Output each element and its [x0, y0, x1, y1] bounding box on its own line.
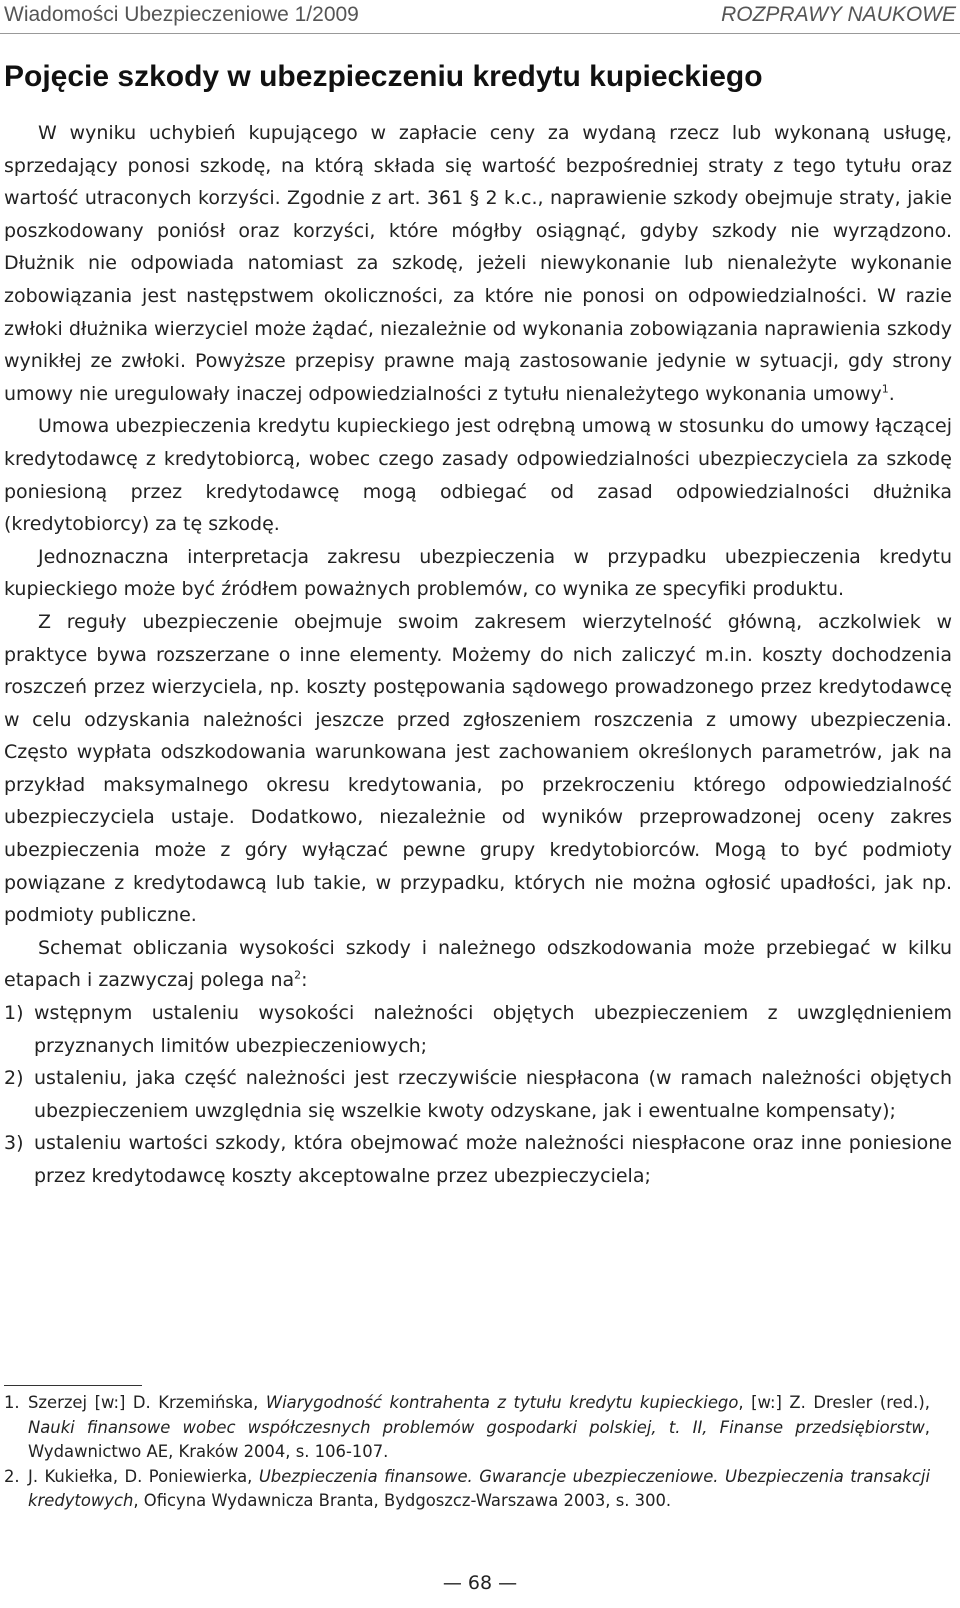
list-item	[4, 1127, 952, 1192]
header-rule	[0, 33, 960, 34]
paragraph	[4, 932, 952, 997]
list-number: 2)	[4, 1067, 24, 1090]
punctuation: :	[301, 969, 308, 992]
footnote-title: Ubezpieczenia finansowe. Gwarancje ubezpieczeniowe. Ubezpieczenia transakcji kredytowych	[28, 1466, 930, 1510]
list-item	[4, 997, 952, 1062]
page-number: — 68 —	[442, 1572, 518, 1594]
list-number: 3)	[4, 1132, 24, 1155]
list-item-text: ustaleniu, jaka część należności jest rzeczywiście niespłacona (w ramach należności objętych ubezpieczeniem uwzględnia się wszelkie kwoty odzyskane, jak i ewentualne kompensaty);	[34, 1067, 952, 1122]
footnote-text: J. Kukiełka, D. Poniewierka,	[28, 1466, 259, 1486]
footnote-ref: 1	[881, 382, 889, 396]
footnote-text: , Wydawnictwo AE, Kraków 2004, s. 106-107.	[28, 1417, 930, 1461]
journal-name: Wiadomości Ubezpieczeniowe 1/2009	[4, 3, 359, 26]
paragraph	[4, 117, 952, 410]
footnotes	[4, 1391, 930, 1514]
footnote-text: Szerzej [w:] D. Krzemińska,	[28, 1393, 266, 1412]
list-number: 1)	[4, 1002, 24, 1025]
running-header	[4, 0, 956, 30]
footnote	[4, 1465, 930, 1514]
article-body	[4, 117, 952, 1193]
paragraph: Z reguły ubezpieczenie obejmuje swoim zakresem wierzytelność główną, aczkolwiek w praktyce bywa rozszerzane o inne elementy. Możemy do nich zaliczyć m.in. koszty dochodzenia roszczeń przez wierzyciela, np. koszty postępowania sądowego prowadzonego przez kredytodawcę w celu odzyskania należności jeszcze przed zgłoszeniem roszczenia z umowy ubezpieczenia. Często wypłata odszkodowania warunkowana jest zachowaniem określonych parametrów, jak na przykład maksymalnego okresu kredytowania, po przekroczeniu którego odpowiedzialność ubezpieczyciela ustaje. Dodatkowo, niezależnie od wyników przeprowadzonej oceny zakres ubezpieczenia może z góry wyłączać pewne grupy kredytobiorców. Mogą to być podmioty powiązane z kredytodawcą lub takie, w przypadku, których nie można ogłosić upadłości, jak np. podmioty publiczne.	[4, 610, 952, 927]
list-item	[4, 1062, 952, 1127]
footnote-number: 1.	[4, 1393, 20, 1412]
paragraph-text: Schemat obliczania wysokości szkody i należnego odszkodowania może przebiegać w kilku etapach i zazwyczaj polega na	[4, 936, 952, 992]
footnote-rule	[4, 1385, 142, 1386]
punctuation: .	[888, 382, 895, 405]
article-title: Pojęcie szkody w ubezpieczeniu kredytu kupieckiego	[4, 60, 763, 93]
paragraph-text: W wyniku uchybień kupującego w zapłacie ceny za wydaną rzecz lub wykonaną usługę, sprzedający ponosi szkodę, na którą składa się wartość bezpośredniej straty z tego tytułu oraz wartość utraconych korzyści. Zgodnie z art. 361 § 2 k.c., naprawienie szkody obejmuje straty, jakie poszkodowany poniósł oraz korzyści, które mógłby osiągnąć, gdyby szkody nie wyrządzono. Dłużnik nie odpowiada natomiast za szkodę, jeżeli niewykonanie lub nienależyte wykonanie zobowiązania jest następstwem okoliczności, za które nie ponosi on odpowiedzialności. W razie zwłoki dłużnika wierzyciel może żądać, niezależnie od wykonania zobowiązania naprawienia szkody wynikłej ze zwłoki. Powyższe przepisy prawne mają zastosowanie jedynie w sytuacji, gdy strony umowy nie uregulowały inaczej odpowiedzialności z tytułu nienależytego wykonania umowy	[4, 122, 952, 405]
paragraph: Umowa ubezpieczenia kredytu kupieckiego jest odrębną umową w stosunku do umowy łączącej kredytodawcę z kredytobiorcą, wobec czego zasady odpowiedzialności ubezpieczyciela za szkodę poniesioną przez kredytodawcę mogą odbiegać od zasad odpowiedzialności dłużnika (kredytobiorcy) za tę szkodę.	[4, 415, 952, 536]
list-item-text: wstępnym ustaleniu wysokości należności objętych ubezpieczeniem z uwzględnieniem przyznanych limitów ubezpieczeniowych;	[34, 1002, 952, 1057]
footnote-number: 2.	[4, 1466, 20, 1486]
footnote-text: , [w:] Z. Dresler (red.),	[738, 1393, 930, 1412]
footnote-title: Nauki finansowe wobec współczesnych problemów gospodarki polskiej, t. II, Finanse przedsiębiorstw	[28, 1417, 925, 1437]
section-name: ROZPRAWY NAUKOWE	[721, 3, 956, 26]
footnote-title: Wiarygodność kontrahenta z tytułu kredytu kupieckiego	[265, 1393, 739, 1412]
paragraph: Jednoznaczna interpretacja zakresu ubezpieczenia w przypadku ubezpieczenia kredytu kupieckiego może być źródłem poważnych problemów, co wynika ze specyfiki produktu.	[4, 545, 952, 601]
list-item-text: ustaleniu wartości szkody, która obejmować może należności niespłacone oraz inne poniesione przez kredytodawcę koszty akceptowalne przez ubezpieczyciela;	[34, 1132, 952, 1187]
footnote-ref: 2	[294, 969, 302, 983]
footnote	[4, 1391, 930, 1465]
footnote-text: , Oficyna Wydawnicza Branta, Bydgoszcz-Warszawa 2003, s. 300.	[133, 1491, 672, 1510]
numbered-list	[4, 997, 952, 1193]
